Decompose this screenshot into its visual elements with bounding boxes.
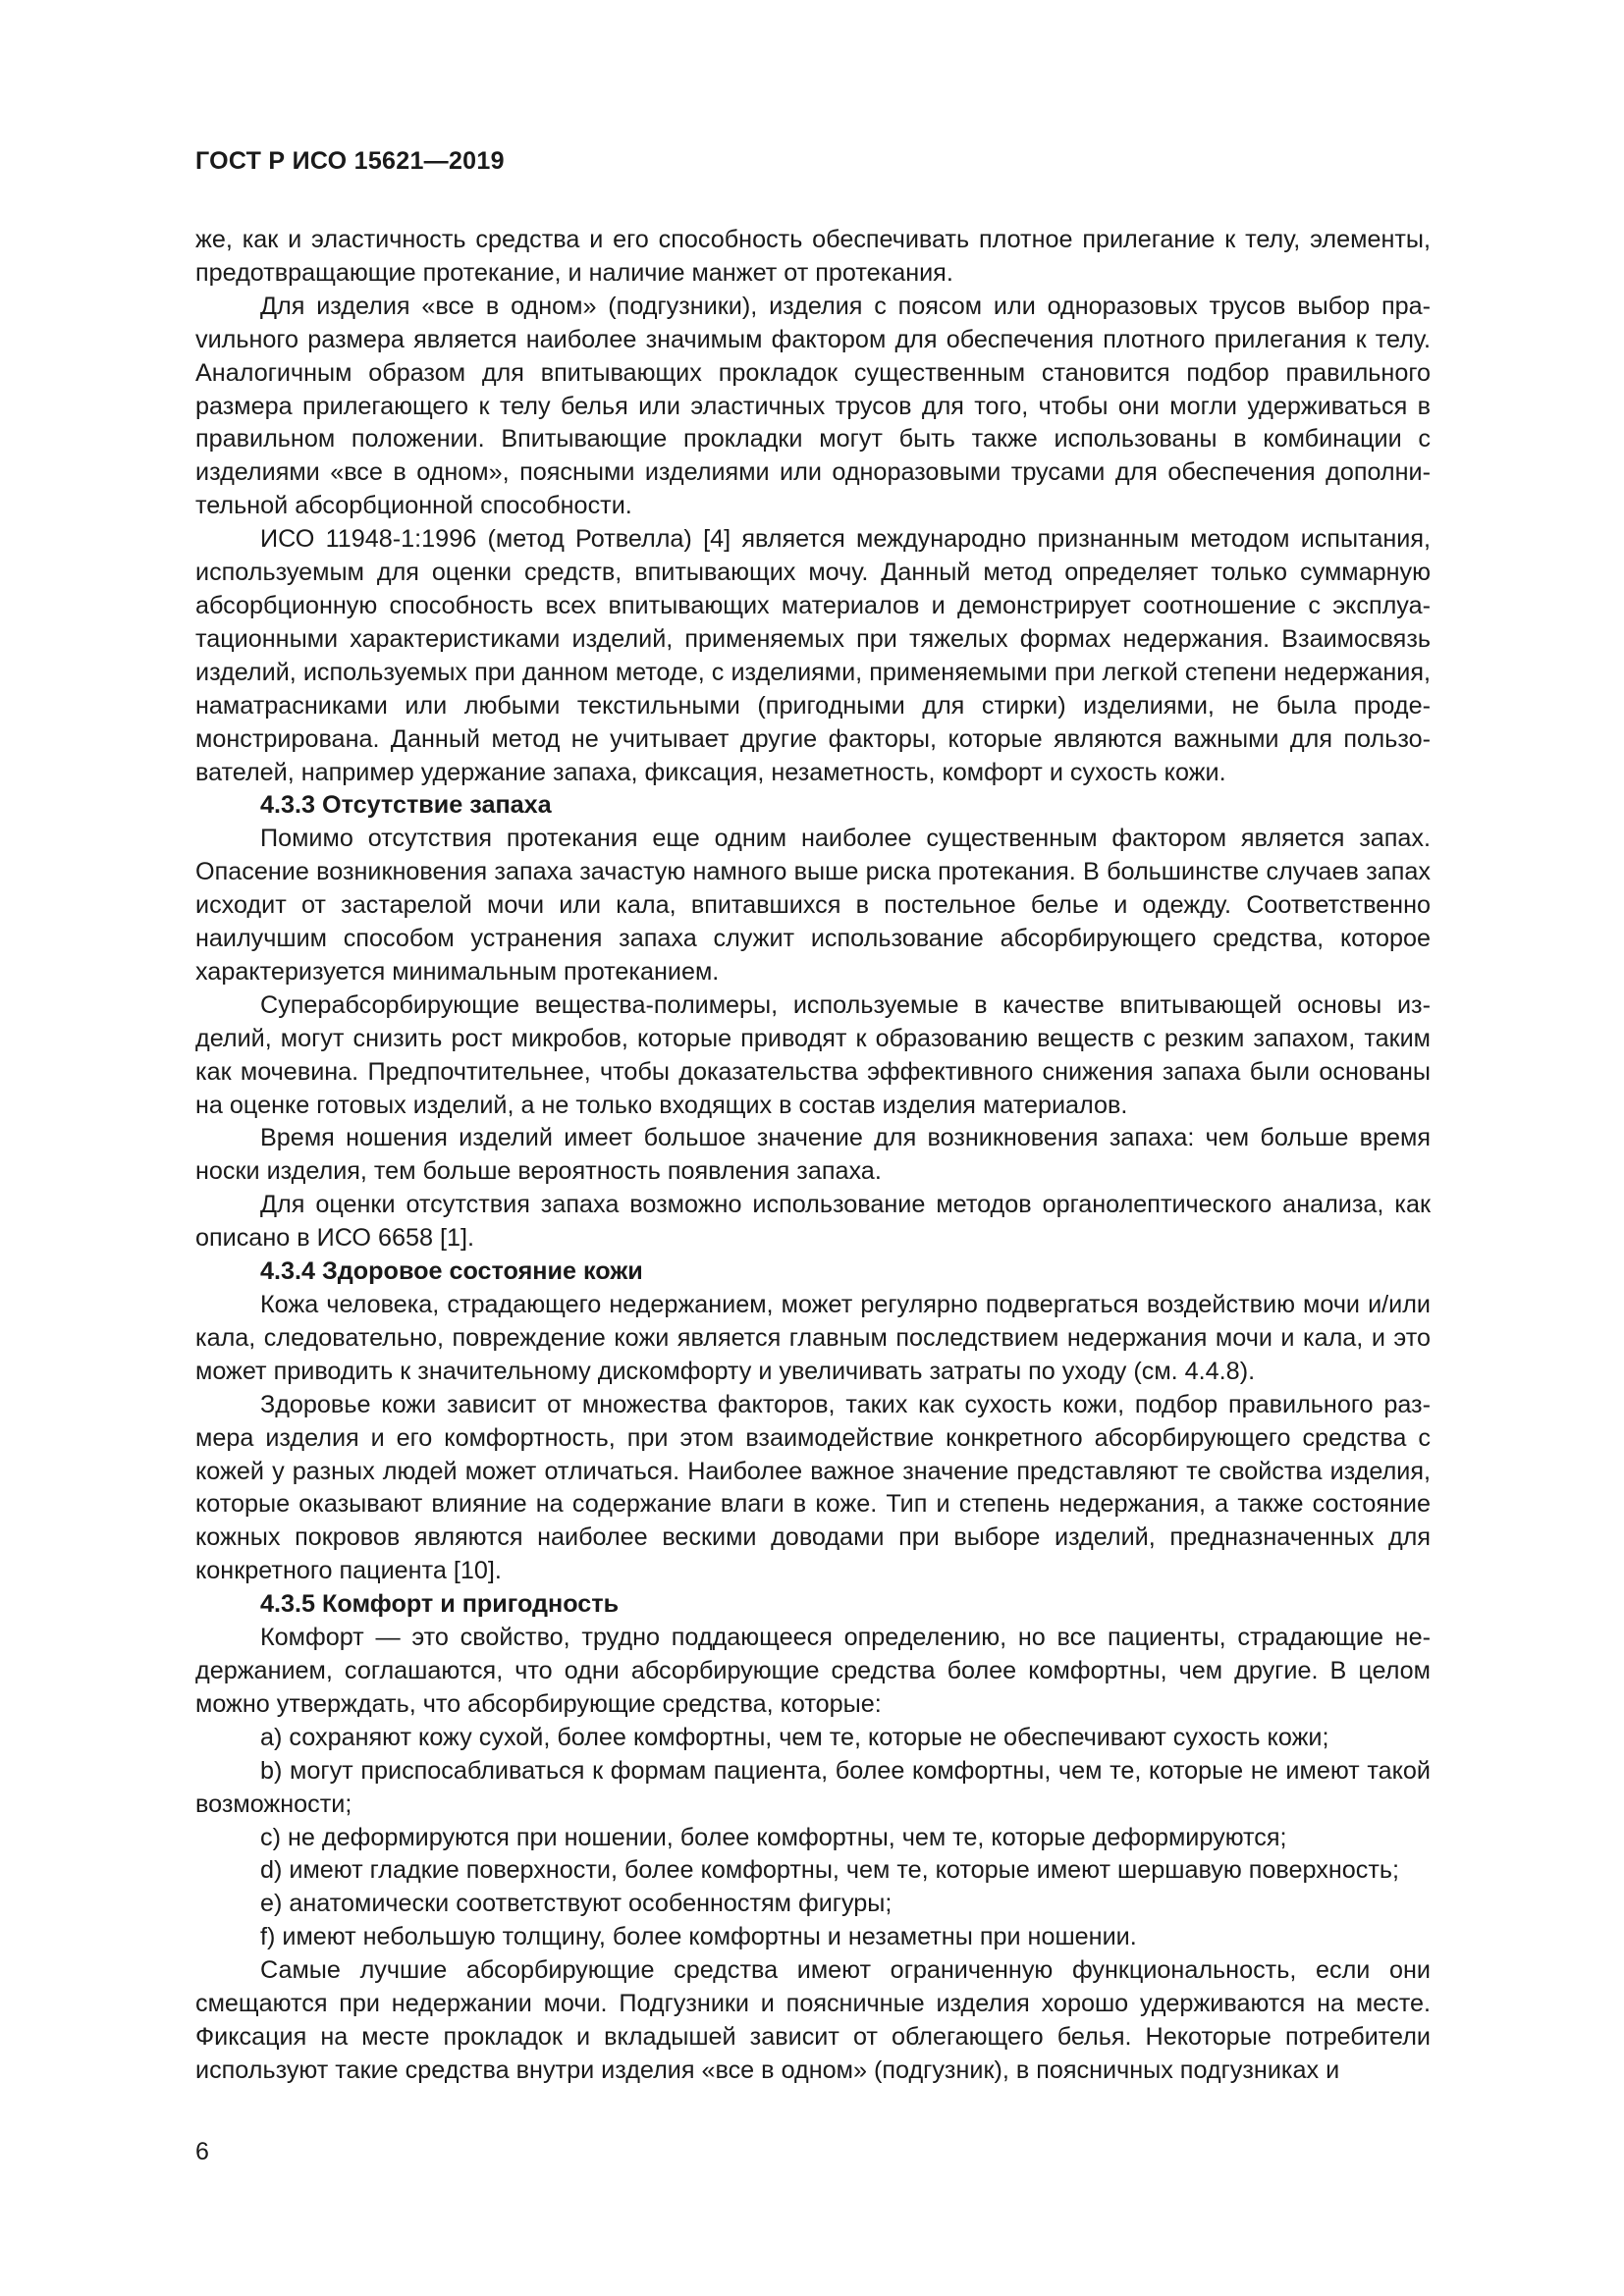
list-item: b) могут приспосабливаться к формам пациента, более комфортны, чем те, которые не имеют такой возможности; — [195, 1756, 1431, 1818]
list-item: a) сохраняют кожу сухой, более комфортны, чем те, которые не обеспечивают сухость кожи; — [260, 1723, 1329, 1751]
list-item: e) анатомически соответствуют особенностям фигуры; — [260, 1890, 893, 1918]
section-heading-4-3-5: 4.3.5 Комфорт и пригодность — [260, 1590, 620, 1619]
list-item: d) имеют гладкие поверхности, более комфортны, чем те, которые имеют шершавую поверхность; — [260, 1856, 1400, 1885]
document-body — [195, 224, 1431, 2088]
paragraph: ИСО 11948-1:1996 (метод Ротвелла) [4] является международно признанным методом испытания, используемым для оценки средств, впитывающих мочу. Данный метод определяет только суммарную абсорбционную способность всех впитывающих материалов и демонстрирует соотношение с эксплуатационными характеристиками изделий, применяемых при тяжелых формах недержания. Взаимосвязь изделий, используемых при данном методе, с изделиями, применяемыми при легкой степени недержания, наматрасниками или любыми текстильными (пригодными для стирки) изделиями, не была продемонстрирована. Данный метод не учитывает другие факторы, которые являются важными для пользователей, например удержание запаха, фиксация, незаметность, комфорт и сухость кожи. — [195, 525, 1431, 786]
paragraph: Комфорт — это свойство, трудно поддающееся определению, но все пациенты, страдающие недержанием, соглашаются, что одни абсорбирующие средства более комфортны, чем другие. В целом можно утверждать, что абсорбирующие средства, которые: — [195, 1624, 1431, 1718]
section-heading-4-3-3: 4.3.3 Отсутствие запаха — [260, 791, 552, 820]
page-number: 6 — [195, 2138, 209, 2165]
paragraph: Время ношения изделий имеет большое значение для возникновения запаха: чем больше время носки изделия, тем больше вероятность появления запаха. — [195, 1124, 1431, 1186]
paragraph: Самые лучшие абсорбирующие средства имеют ограниченную функциональность, если они смещаются при недержании мочи. Подгузники и поясничные изделия хорошо удерживаются на месте. Фиксация на месте прокладок и вкладышей зависит от облегающего белья. Некоторые потребители используют такие средства внутри изделия «все в одном» (подгузник), в поясничных подгузниках и — [195, 1956, 1431, 2084]
paragraph: Помимо отсутствия протекания еще одним наиболее существенным фактором является запах. Опасение возникновения запаха зачастую намного выше риска протекания. В большинстве случаев запах исходит от застарелой мочи или кала, впитавшихся в постельное белье и одежду. Соответственно наилучшим способом устранения запаха служит использование абсорбирующего средства, которое характеризуется минимальным протеканием. — [195, 825, 1431, 986]
paragraph: Для изделия «все в одном» (подгузники), изделия с поясом или одноразовых трусов выбор праvильного размера является наиболее значимым фактором для обеспечения плотного прилегания к телу. Аналогичным образом для впитывающих прокладок существенным становится подбор правильного размера прилегающего к телу белья или эластичных трусов для того, чтобы они могли удерживаться в правильном положении. Впитывающие прокладки могут быть также использованы в комбинации с изделиями «все в одном», поясными изделиями или одноразовыми трусами для обеспечения дополнительной абсорбционной способности. — [195, 292, 1431, 520]
paragraph: Для оценки отсутствия запаха возможно использование методов органолептического анализа, как описано в ИСО 6658 [1]. — [195, 1191, 1431, 1253]
list-item: c) не деформируются при ношении, более комфортны, чем те, которые деформируются; — [260, 1823, 1287, 1851]
section-heading-4-3-4: 4.3.4 Здоровое состояние кожи — [260, 1257, 643, 1286]
paragraph: же, как и эластичность средства и его способность обеспечивать плотное прилегание к телу, элементы, предотвращающие протекание, и наличие манжет от протекания. — [195, 226, 1431, 287]
paragraph: Суперабсорбирующие вещества-полимеры, используемые в качестве впитывающей основы изделий, могут снизить рост микробов, которые приводят к образованию веществ с резким запахом, таким как мочевина. Предпочтительнее, чтобы доказательства эффективного снижения запаха были основаны на оценке готовых изделий, а не только входящих в состав изделия материалов. — [195, 990, 1431, 1119]
document-header: ГОСТ Р ИСО 15621—2019 — [195, 147, 505, 175]
paragraph: Здоровье кожи зависит от множества факторов, таких как сухость кожи, подбор правильного размера изделия и его комфортность, при этом взаимодействие конкретного абсорбирующего средства с кожей у разных людей может отличаться. Наиболее важное значение представляют те свойства изделия, которые оказывают влияние на содержание влаги в коже. Тип и степень недержания, а также состояние кожных покровов являются наиболее вескими доводами при выборе изделий, предназначенных для конкретного пациента [10]. — [195, 1390, 1431, 1585]
list-item: f) имеют небольшую толщину, более комфортны и незаметны при ношении. — [260, 1923, 1137, 1951]
paragraph: Кожа человека, страдающего недержанием, может регулярно подвергаться воздействию мочи и/или кала, следовательно, повреждение кожи является главным последствием недержания мочи и кала, и это может приводить к значительному дискомфорту и увеличивать затраты по уходу (см. 4.4.8). — [195, 1291, 1431, 1385]
